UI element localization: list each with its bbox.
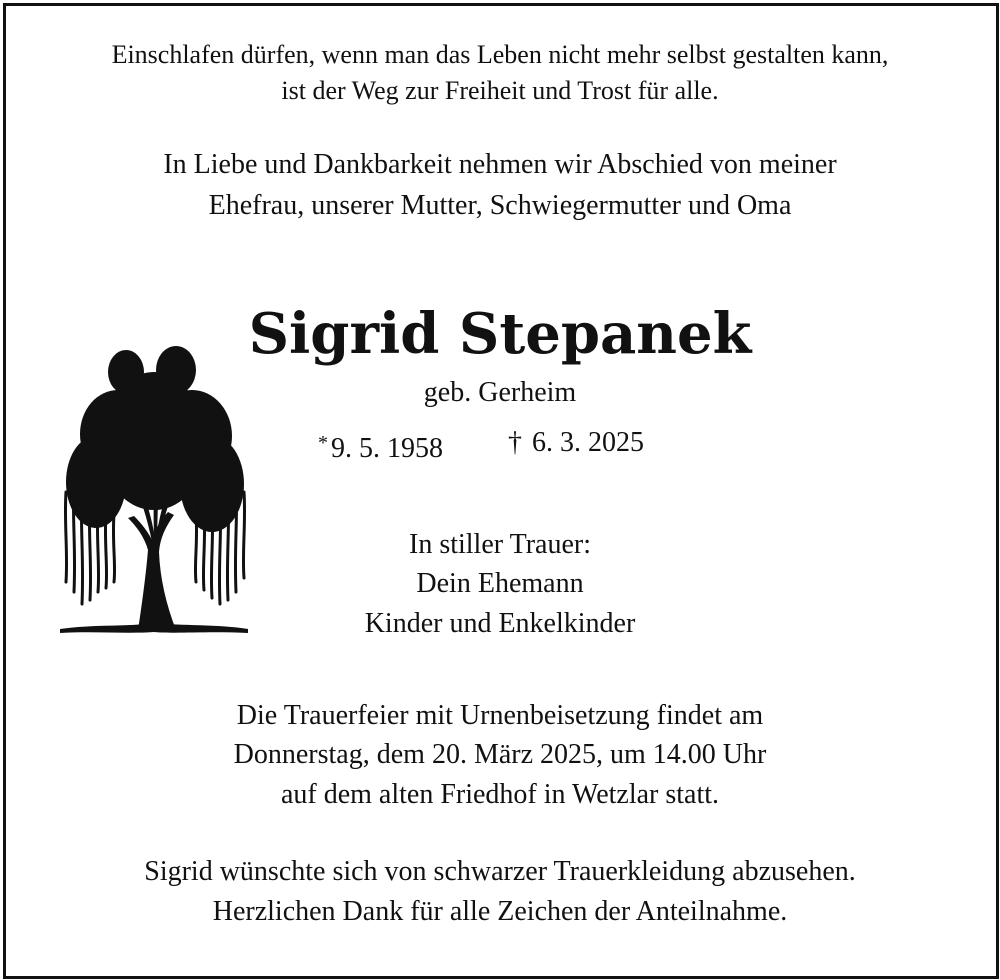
death-date: 6. 3. 2025	[532, 427, 644, 458]
birth-date-group	[318, 426, 443, 464]
service-line-1: Die Trauerfeier mit Urnenbeisetzung findet am	[236, 700, 764, 731]
deceased-name: Sigrid Stepanek	[248, 301, 752, 367]
mourners-intro: In stiller Trauer:	[409, 529, 591, 560]
mourners-line-1: Dein Ehemann	[416, 568, 584, 599]
service-line-3: auf dem alten Friedhof in Wetzlar statt.	[280, 779, 720, 810]
maiden-name: geb. Gerheim	[423, 377, 577, 408]
farewell-line-1: In Liebe und Dankbarkeit nehmen wir Abschied von meiner	[163, 149, 837, 180]
motto-line-1: Einschlafen dürfen, wenn man das Leben nicht mehr selbst gestalten kann,	[111, 40, 889, 69]
closing-line-2: Herzlichen Dank für alle Zeichen der Anteilnahme.	[212, 896, 788, 927]
farewell-line-2: Ehefrau, unserer Mutter, Schwiegermutter und Oma	[208, 190, 792, 221]
service-line-2: Donnerstag, dem 20. März 2025, um 14.00 Uhr	[233, 739, 767, 770]
birth-date: 9. 5. 1958	[331, 433, 443, 464]
death-date-group	[508, 426, 644, 460]
closing-line-1: Sigrid wünschte sich von schwarzer Trauerkleidung abzusehen.	[144, 856, 856, 887]
mourners-line-2: Kinder und Enkelkinder	[364, 608, 636, 639]
birth-symbol: *	[318, 432, 328, 454]
motto-line-2: ist der Weg zur Freiheit und Trost für alle.	[281, 76, 719, 105]
cross-symbol: †	[508, 427, 522, 458]
weeping-willow-icon	[56, 342, 252, 638]
